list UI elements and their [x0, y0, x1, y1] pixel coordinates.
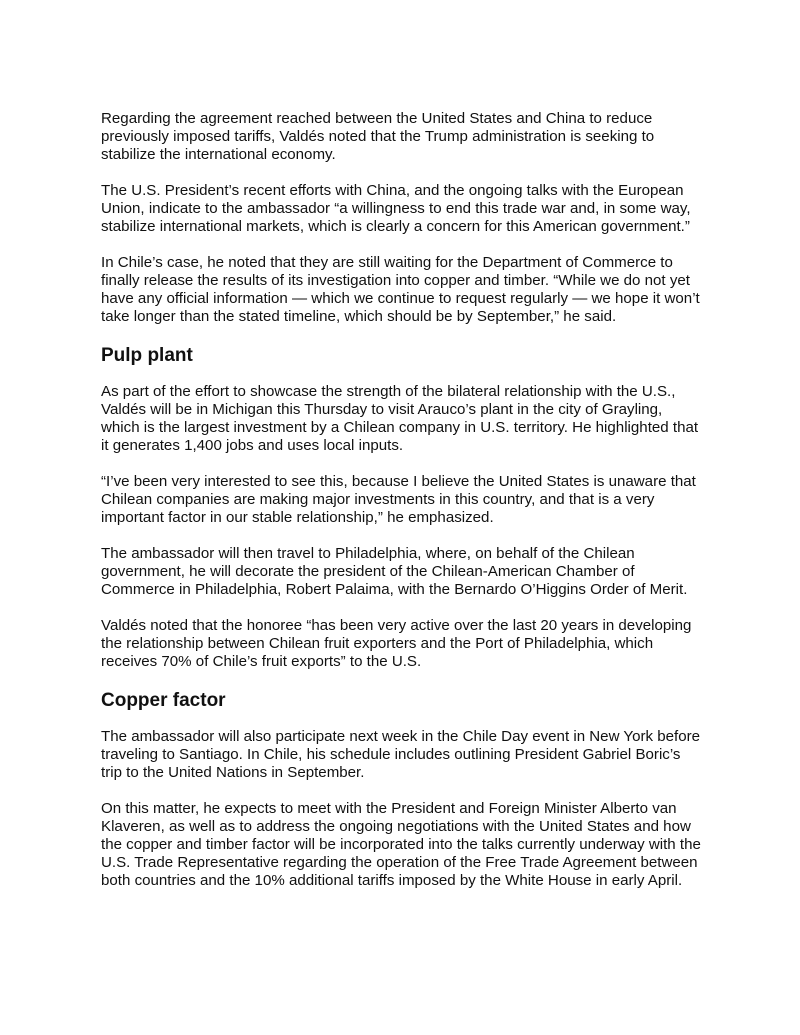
paragraph: “I’ve been very interested to see this, because I believe the United States is unaware that Chilean companies are making major investments in this country, and that is a very important factor in our stable relationship,” he emphasized.: [101, 473, 696, 526]
paragraph: The U.S. President’s recent efforts with China, and the ongoing talks with the European Union, indicate to the ambassador “a willingness to end this trade war and, in some way, stabilize international markets, which is clearly a concern for this American government.”: [101, 182, 691, 235]
paragraph: As part of the effort to showcase the strength of the bilateral relationship with the U.S., Valdés will be in Michigan this Thursday to visit Arauco’s plant in the city of Grayling, which is the largest investment by a Chilean company in U.S. territory. He highlighted that it generates 1,400 jobs and uses local inputs.: [101, 383, 699, 454]
section-heading-copper-factor: Copper factor: [101, 690, 226, 711]
paragraph: The ambassador will also participate next week in the Chile Day event in New York before traveling to Santiago. In Chile, his schedule includes outlining President Gabriel Boric’s trip to the United Nations in September.: [101, 728, 701, 781]
document-page: [101, 110, 701, 908]
paragraph: On this matter, he expects to meet with the President and Foreign Minister Alberto van Klaveren, as well as to address the ongoing negotiations with the United States and how the copper and timber factor will be incorporated into the talks currently underway with the U.S. Trade Representative regarding the operation of the Free Trade Agreement between both countries and the 10% additional tariffs imposed by the White House in early April.: [101, 800, 701, 889]
paragraph: Valdés noted that the honoree “has been very active over the last 20 years in developing the relationship between Chilean fruit exporters and the Port of Philadelphia, which receives 70% of Chile’s fruit exports” to the U.S.: [101, 617, 692, 670]
paragraph: The ambassador will then travel to Philadelphia, where, on behalf of the Chilean government, he will decorate the president of the Chilean-American Chamber of Commerce in Philadelphia, Robert Palaima, with the Bernardo O’Higgins Order of Merit.: [101, 545, 688, 598]
paragraph: Regarding the agreement reached between the United States and China to reduce previously imposed tariffs, Valdés noted that the Trump administration is seeking to stabilize the international economy.: [101, 110, 655, 163]
section-heading-pulp-plant: Pulp plant: [101, 345, 193, 366]
paragraph: In Chile’s case, he noted that they are still waiting for the Department of Commerce to finally release the results of its investigation into copper and timber. “While we do not yet have any official information — which we continue to request regularly — we hope it won’t take longer than the stated timeline, which should be by September,” he said.: [101, 254, 700, 325]
